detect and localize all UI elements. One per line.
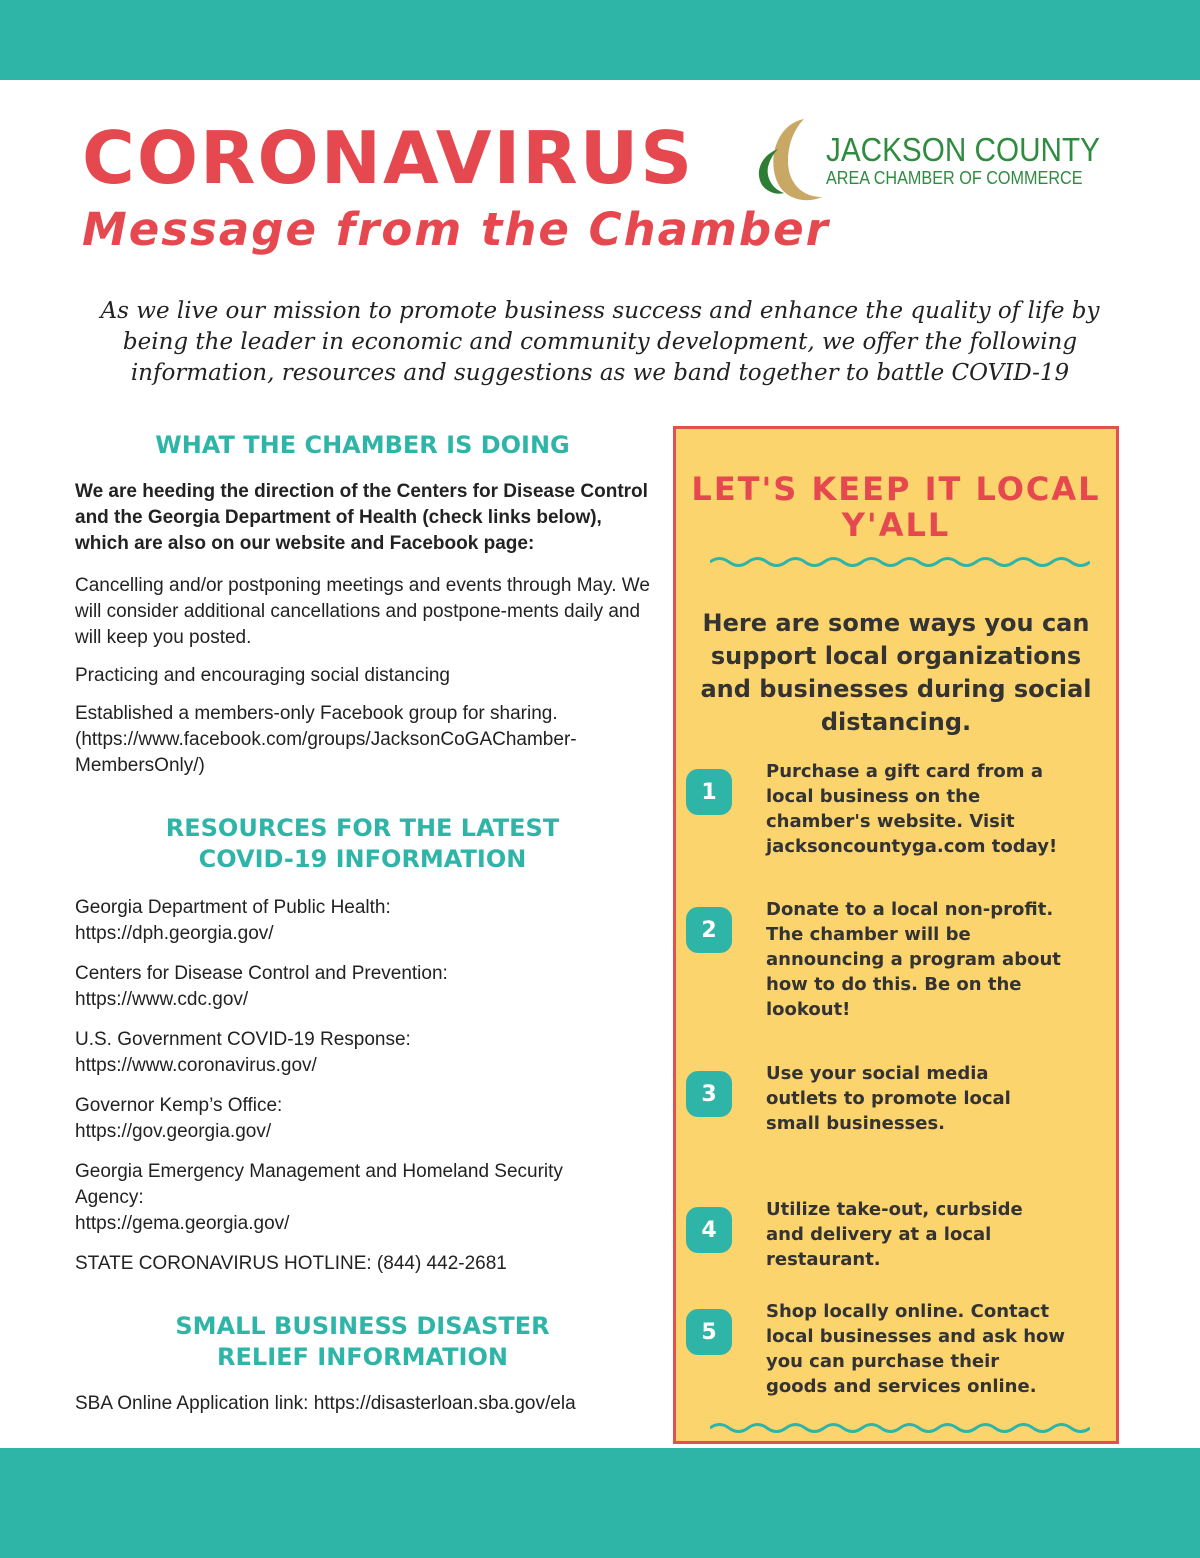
page-subtitle: Message from the Chamber xyxy=(82,203,830,256)
resource-item xyxy=(75,1159,650,1237)
resource-name: Centers for Disease Control and Prevention: xyxy=(75,963,448,984)
doing-item: Cancelling and/or postponing meetings and events through May. We will consider additional cancellations and postpone-ments daily and will keep you posted. xyxy=(75,575,650,648)
doing-item: Practicing and encouraging social distancing xyxy=(75,665,450,686)
resource-url[interactable]: https://www.cdc.gov/ xyxy=(75,989,249,1010)
resource-url[interactable]: https://dph.georgia.gov/ xyxy=(75,923,274,944)
tip-number-badge: 3 xyxy=(686,1071,732,1117)
resource-item xyxy=(75,1093,650,1145)
resource-name: U.S. Government COVID-19 Response: xyxy=(75,1029,411,1050)
wave-divider-icon xyxy=(710,555,1090,569)
resource-name: Georgia Department of Public Health: xyxy=(75,897,391,918)
resources-heading: RESOURCES FOR THE LATEST COVID-19 INFORMATION xyxy=(165,814,560,873)
tip-text: Shop locally online. Contact local businesses and ask how you can purchase their goods and services online. xyxy=(766,1301,1066,1397)
sba-link[interactable]: SBA Online Application link: https://disasterloan.sba.gov/ela xyxy=(75,1393,576,1414)
logo-line-2: AREA CHAMBER OF COMMERCE xyxy=(826,168,1083,188)
chamber-logo xyxy=(752,115,1100,205)
tip-number-badge: 1 xyxy=(686,769,732,815)
panel-title: LET'S KEEP IT LOCAL Y'ALL xyxy=(691,470,1101,544)
resource-url[interactable]: https://www.coronavirus.gov/ xyxy=(75,1055,317,1076)
tip-number-badge: 2 xyxy=(686,907,732,953)
tip-number-badge: 4 xyxy=(686,1207,732,1253)
resource-item xyxy=(75,1027,650,1079)
wave-divider-icon xyxy=(710,1421,1090,1435)
resource-url[interactable]: https://gema.georgia.gov/ xyxy=(75,1213,290,1234)
doing-item: Established a members-only Facebook group for sharing. (https://www.facebook.com/groups/JacksonCoGAChamber-MembersOnly/) xyxy=(75,703,577,776)
resource-item xyxy=(75,961,650,1013)
tip-number-badge: 5 xyxy=(686,1309,732,1355)
hotline-text: STATE CORONAVIRUS HOTLINE: (844) 442-2681 xyxy=(75,1253,507,1274)
doing-intro: We are heeding the direction of the Centers for Disease Control and the Georgia Department of Health (check links below), which are also on our website and Facebook page: xyxy=(75,481,648,554)
resource-item xyxy=(75,895,650,947)
panel-intro: Here are some ways you can support local organizations and businesses during social distancing. xyxy=(700,609,1092,736)
resource-name: Georgia Emergency Management and Homeland Security Agency: xyxy=(75,1161,563,1208)
resource-name: Governor Kemp’s Office: xyxy=(75,1095,283,1116)
tip-text: Purchase a gift card from a local business on the chamber's website. Visit jacksoncountyga.com today! xyxy=(766,761,1058,857)
top-color-band xyxy=(0,0,1200,80)
tip-text: Donate to a local non-profit. The chamber will be announcing a program about how to do this. Be on the lookout! xyxy=(766,899,1061,1020)
sba-heading: SMALL BUSINESS DISASTER RELIEF INFORMATION xyxy=(175,1312,550,1371)
crescent-logo-icon xyxy=(752,115,826,205)
bottom-color-band xyxy=(0,1448,1200,1558)
doing-heading: WHAT THE CHAMBER IS DOING xyxy=(155,431,570,459)
logo-line-1: JACKSON COUNTY xyxy=(826,131,1100,168)
page-title: CORONAVIRUS xyxy=(82,116,695,200)
tip-text: Use your social media outlets to promote local small businesses. xyxy=(766,1063,1011,1134)
tip-text: Utilize take-out, curbside and delivery at a local restaurant. xyxy=(766,1199,1023,1270)
left-column xyxy=(75,430,650,1417)
mission-statement: As we live our mission to promote business success and enhance the quality of life by being the leader in economic and community development, we offer the following information, resources and suggestions as we band together to battle COVID-19 xyxy=(100,298,1100,386)
local-support-panel xyxy=(673,426,1119,1444)
resource-url[interactable]: https://gov.georgia.gov/ xyxy=(75,1121,272,1142)
